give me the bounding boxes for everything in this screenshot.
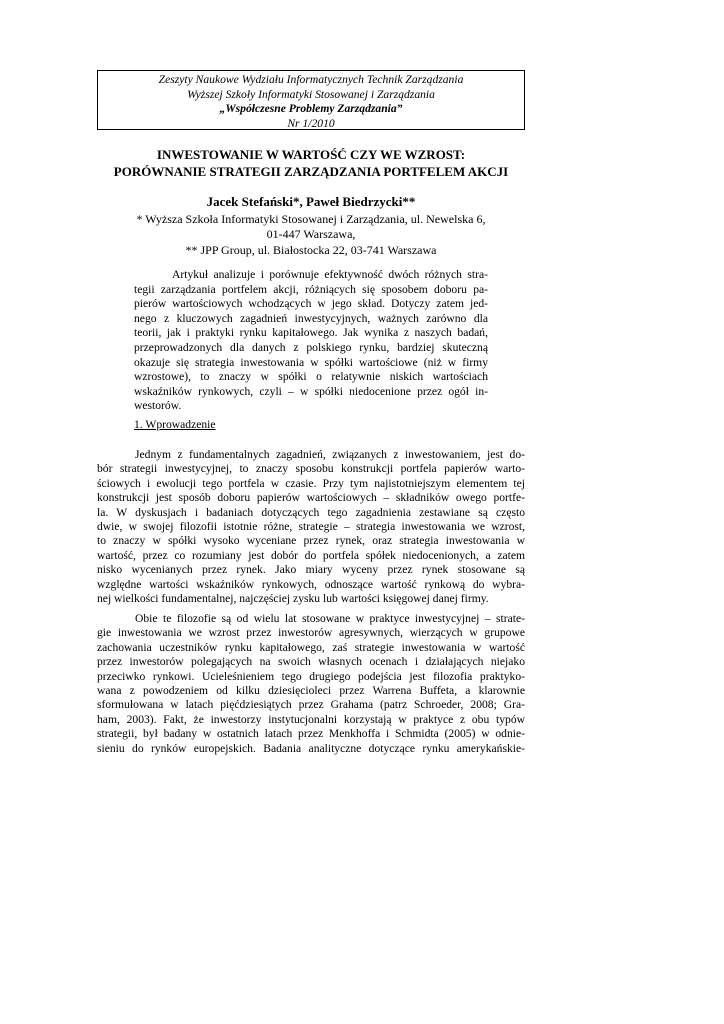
journal-name: Zeszyty Naukowe Wydziału Informatycznych Technik Zarządzania — [158, 73, 464, 86]
body-line: dwie, w swojej filozofii istotnie różne, strategie – strategia inwestowania we wzrost, — [97, 520, 525, 534]
abstract — [134, 268, 488, 414]
body-line: nej wielkości fundamentalnej, najczęściej zysku lub wartości księgowej danej firmy. — [97, 592, 489, 606]
body-line: sformułowana w latach pięćdziesiątych przez Grahama (patrz Schroeder, 2008; Gra- — [97, 698, 525, 712]
body-line: względne wartości wskaźników rynkowych, odnoszące wartość rynkową do wybra- — [97, 577, 525, 591]
body-line: strategii, był badany w ostatnich latach przez Menkhoffa i Schmidta (2005) w odnie- — [97, 727, 525, 741]
abstract-line: okazuje się strategia inwestowania w spółki wartościowe (niż w firmy — [134, 355, 488, 369]
paper-title-line-2: PORÓWNANIE STRATEGII ZARZĄDZANIA PORTFELEM AKCJI — [113, 164, 509, 179]
body-line: ham, 2003). Fakt, że inwestorzy instytucjonalni korzystają w praktyce z obu typów — [97, 712, 525, 726]
body-line: przez inwestorów polegających na swoich własnych ocenach i działających niejako — [97, 655, 525, 669]
body-line: Obie te filozofie są od wielu lat stosowane w praktyce inwestycyjnej – strate- — [135, 612, 525, 625]
body-paragraph-1 — [97, 448, 525, 606]
abstract-line: pierów wartościowych wchodzących w jego skład. Dotyczy zatem jed- — [134, 297, 488, 311]
journal-institution: Wyższej Szkoły Informatyki Stosowanej i Zarządzania — [187, 87, 435, 101]
author-affiliations — [97, 212, 525, 258]
abstract-line: teorii, jak i praktyki rynku kapitałowego. Jak wynika z naszych badań, — [134, 326, 488, 340]
abstract-line: wzrostowe), to znaczy w spółki o relatywnie niskich wartościach — [134, 370, 488, 384]
abstract-line: westorów. — [134, 399, 182, 413]
body-line: wana z powodzeniem od kilku dziesięcioleci przez Warrena Buffeta, a klarownie — [97, 684, 525, 698]
affiliation-line-3: ** JPP Group, ul. Białostocka 22, 03-741 Warszawa — [185, 242, 437, 257]
body-line: przeciwko rynkowi. Ucieleśnieniem tego drugiego podejścia jest filozofia praktyko- — [97, 669, 525, 683]
abstract-line: tegii zarządzania portfelem akcji, różniących się sposobem doboru pa- — [134, 282, 488, 296]
body-line: to znaczy w spółki wysoko wyceniane przez rynek, oraz strategia inwestowania w — [97, 534, 525, 548]
body-line: zachowania uczestników rynku kapitałowego, zaś strategie inwestowania w wartość — [97, 640, 525, 654]
body-line: bór strategii inwestycyjnej, to znaczy sposobu konstrukcji portfela papierów warto- — [97, 462, 525, 476]
journal-series: „Współczesne Problemy Zarządzania” — [219, 102, 403, 115]
body-line: gie inwestowania we wzrost przez inwestorów agresywnych, wierzących w grupowe — [97, 626, 525, 640]
body-paragraph-2 — [97, 612, 525, 756]
paper-authors: Jacek Stefański*, Paweł Biedrzycki** — [206, 194, 416, 209]
body-line: sieniu do rynków europejskich. Badania analityczne dotyczące rynku amerykańskie- — [97, 741, 525, 755]
paper-title-line-1: INWESTOWANIE W WARTOŚĆ CZY WE WZROST: — [156, 147, 466, 162]
section-heading: 1. Wprowadzenie — [134, 418, 216, 431]
body-line: wartość, przez co rozumiany jest dobór do portfela spółek niedocenionych, a zatem — [97, 548, 525, 562]
affiliation-line-1: * Wyższa Szkoła Informatyki Stosowanej i Zarządzania, ul. Newelska 6, — [136, 212, 486, 226]
abstract-line: przeprowadzonych dla danych z polskiego rynku, bardziej skuteczną — [134, 340, 488, 354]
body-line: ściowych i ewolucji tego portfela w czasie. Przy tym najistotniejszym elementem tej — [97, 476, 525, 490]
journal-issue: Nr 1/2010 — [287, 116, 335, 130]
body-line: konstrukcji jest sposób doboru papierów wartościowych – składników owego portfe- — [97, 491, 525, 505]
affiliation-line-2: 01-447 Warszawa, — [266, 227, 356, 242]
abstract-line: nego z kluczowych zagadnień inwestycyjnych, ważnych zarówno dla — [134, 311, 488, 325]
paper-title — [97, 146, 525, 180]
body-line: Jednym z fundamentalnych zagadnień, związanych z inwestowaniem, jest do- — [135, 448, 525, 461]
abstract-line: Artykuł analizuje i porównuje efektywność dwóch różnych stra- — [172, 268, 488, 281]
journal-header-box — [97, 70, 525, 130]
abstract-line: wskaźników rynkowych, czyli – w spółki niedocenione przez ogół in- — [134, 384, 488, 398]
body-line: la. W dyskusjach i badaniach dotyczących tego zagadnienia zestawiane są często — [97, 505, 525, 519]
body-line: nisko wycenianych przez rynek. Jako miary wyceny przez rynek stosowane są — [97, 563, 525, 577]
